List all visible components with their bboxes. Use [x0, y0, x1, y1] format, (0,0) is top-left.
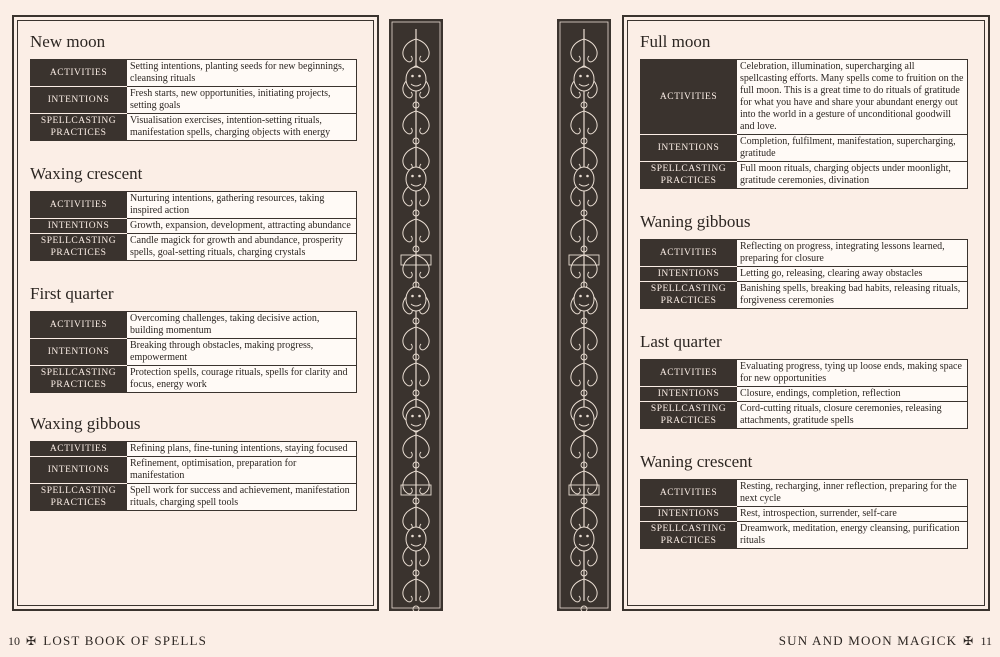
left-page-content — [30, 29, 357, 511]
row-label: ACTIVITIES — [31, 442, 127, 457]
row-label-line: PRACTICES — [50, 128, 107, 138]
row-label-line: PRACTICES — [660, 416, 717, 426]
row-label-line: PRACTICES — [50, 248, 107, 258]
phase-table — [30, 59, 357, 141]
running-title: LOST BOOK OF SPELLS — [43, 633, 208, 648]
phase-title: Full moon — [640, 32, 711, 51]
row-value: Spell work for success and achievement, manifestation rituals, charging spell tools — [127, 484, 357, 511]
row-label: INTENTIONS — [31, 457, 127, 484]
row-label: ACTIVITIES — [641, 360, 737, 387]
table-row — [31, 60, 357, 87]
moon-phase-section — [30, 281, 357, 393]
left-footer — [8, 633, 207, 649]
moon-phase-section — [640, 209, 968, 309]
running-title: SUN AND MOON MAGICK — [778, 633, 958, 648]
row-value: Dreamwork, meditation, energy cleansing, purification rituals — [737, 522, 968, 549]
row-label — [641, 282, 737, 309]
row-label — [641, 402, 737, 429]
row-label — [641, 522, 737, 549]
moon-phase-section — [640, 329, 968, 429]
table-row — [641, 135, 968, 162]
row-value: Refining plans, fine-tuning intentions, staying focused — [127, 442, 357, 457]
moon-phase-section — [640, 449, 968, 549]
phase-title: Waxing gibbous — [30, 414, 141, 433]
row-value: Evaluating progress, tying up loose ends, making space for new opportunities — [737, 360, 968, 387]
table-row — [31, 87, 357, 114]
table-row — [641, 240, 968, 267]
cross-ornament-icon: ✠ — [26, 634, 38, 648]
phase-table — [640, 359, 968, 429]
table-row — [641, 267, 968, 282]
row-value: Rest, introspection, surrender, self-care — [737, 507, 968, 522]
row-label-line: SPELLCASTING — [40, 368, 117, 378]
phase-table — [30, 311, 357, 393]
row-label-line: PRACTICES — [660, 536, 717, 546]
table-row — [31, 457, 357, 484]
phase-table — [640, 239, 968, 309]
row-value: Growth, expansion, development, attracting abundance — [127, 219, 357, 234]
row-label: ACTIVITIES — [31, 60, 127, 87]
row-label: ACTIVITIES — [641, 60, 737, 135]
phase-table — [30, 441, 357, 511]
moon-phase-section — [30, 161, 357, 261]
table-row — [641, 60, 968, 135]
row-label: ACTIVITIES — [31, 312, 127, 339]
phase-title: Waxing crescent — [30, 164, 143, 183]
row-label: ACTIVITIES — [641, 480, 737, 507]
row-label — [31, 234, 127, 261]
page-number: 10 — [8, 634, 20, 648]
row-value: Resting, recharging, inner reflection, preparing for the next cycle — [737, 480, 968, 507]
row-label: INTENTIONS — [641, 135, 737, 162]
row-value: Full moon rituals, charging objects under moonlight, gratitude ceremonies, divination — [737, 162, 968, 189]
row-label-line: SPELLCASTING — [650, 524, 727, 534]
table-row — [641, 360, 968, 387]
row-value: Banishing spells, breaking bad habits, releasing rituals, forgiveness ceremonies — [737, 282, 968, 309]
right-page-content — [640, 29, 968, 549]
row-label — [641, 162, 737, 189]
row-label — [31, 114, 127, 141]
row-value: Reflecting on progress, integrating lessons learned, preparing for closure — [737, 240, 968, 267]
phase-table — [30, 191, 357, 261]
table-row — [31, 234, 357, 261]
row-label-line: SPELLCASTING — [40, 236, 117, 246]
table-row — [641, 507, 968, 522]
row-label-line: PRACTICES — [660, 176, 717, 186]
phase-title: Waning gibbous — [640, 212, 751, 231]
row-label: ACTIVITIES — [641, 240, 737, 267]
table-row — [641, 402, 968, 429]
row-value: Setting intentions, planting seeds for new beginnings, cleansing rituals — [127, 60, 357, 87]
table-row — [31, 114, 357, 141]
row-label-line: SPELLCASTING — [650, 284, 727, 294]
table-row — [641, 522, 968, 549]
phase-title: Last quarter — [640, 332, 722, 351]
row-label: INTENTIONS — [641, 507, 737, 522]
page-number: 11 — [980, 634, 992, 648]
row-label: INTENTIONS — [31, 87, 127, 114]
table-row — [31, 219, 357, 234]
table-row — [31, 484, 357, 511]
row-value: Refinement, optimisation, preparation for manifestation — [127, 457, 357, 484]
table-row — [31, 192, 357, 219]
row-value: Overcoming challenges, taking decisive action, building momentum — [127, 312, 357, 339]
row-label: INTENTIONS — [641, 387, 737, 402]
row-label — [31, 366, 127, 393]
row-value: Breaking through obstacles, making progress, empowerment — [127, 339, 357, 366]
row-label-line: PRACTICES — [50, 380, 107, 390]
row-value: Fresh starts, new opportunities, initiating projects, setting goals — [127, 87, 357, 114]
row-label-line: SPELLCASTING — [650, 164, 727, 174]
row-value: Protection spells, courage rituals, spells for clarity and focus, energy work — [127, 366, 357, 393]
phase-title: Waning crescent — [640, 452, 753, 471]
row-label: ACTIVITIES — [31, 192, 127, 219]
moon-phase-section — [30, 411, 357, 511]
grotesque-ornament-image — [389, 19, 443, 611]
cross-ornament-icon: ✠ — [963, 634, 975, 648]
row-label-line: PRACTICES — [50, 498, 107, 508]
moon-phase-section — [640, 29, 968, 189]
table-row — [641, 480, 968, 507]
row-label-line: SPELLCASTING — [650, 404, 727, 414]
row-label — [31, 484, 127, 511]
row-value: Celebration, illumination, supercharging all spellcasting efforts. Many spells come to fruition on the full moon. This is a great time to do rituals of gratitude for what you have and share your abundant energy out into the world in a gesture of unconditional goodwill and love. — [737, 60, 968, 135]
row-label: INTENTIONS — [31, 219, 127, 234]
moon-phase-section — [30, 29, 357, 141]
right-ornamental-border — [557, 19, 611, 611]
row-value: Completion, fulfilment, manifestation, supercharging, gratitude — [737, 135, 968, 162]
table-row — [641, 282, 968, 309]
phase-table — [640, 479, 968, 549]
row-label: INTENTIONS — [641, 267, 737, 282]
table-row — [31, 339, 357, 366]
phase-title: First quarter — [30, 284, 114, 303]
phase-table — [640, 59, 968, 189]
row-value: Candle magick for growth and abundance, prosperity spells, goal-setting rituals, charging crystals — [127, 234, 357, 261]
row-value: Visualisation exercises, intention-setting rituals, manifestation spells, charging objects with energy — [127, 114, 357, 141]
right-footer — [779, 633, 992, 649]
table-row — [31, 442, 357, 457]
row-label-line: SPELLCASTING — [40, 486, 117, 496]
table-row — [31, 312, 357, 339]
row-value: Cord-cutting rituals, closure ceremonies, releasing attachments, gratitude spells — [737, 402, 968, 429]
table-row — [641, 387, 968, 402]
table-row — [31, 366, 357, 393]
left-page-frame — [12, 15, 379, 611]
row-label-line: SPELLCASTING — [40, 116, 117, 126]
right-page-frame — [622, 15, 990, 611]
row-value: Letting go, releasing, clearing away obstacles — [737, 267, 968, 282]
phase-title: New moon — [30, 32, 106, 51]
row-value: Closure, endings, completion, reflection — [737, 387, 968, 402]
row-label-line: PRACTICES — [660, 296, 717, 306]
row-label: INTENTIONS — [31, 339, 127, 366]
grotesque-ornament-image — [557, 19, 611, 611]
row-value: Nurturing intentions, gathering resources, taking inspired action — [127, 192, 357, 219]
table-row — [641, 162, 968, 189]
left-ornamental-border — [389, 19, 443, 611]
